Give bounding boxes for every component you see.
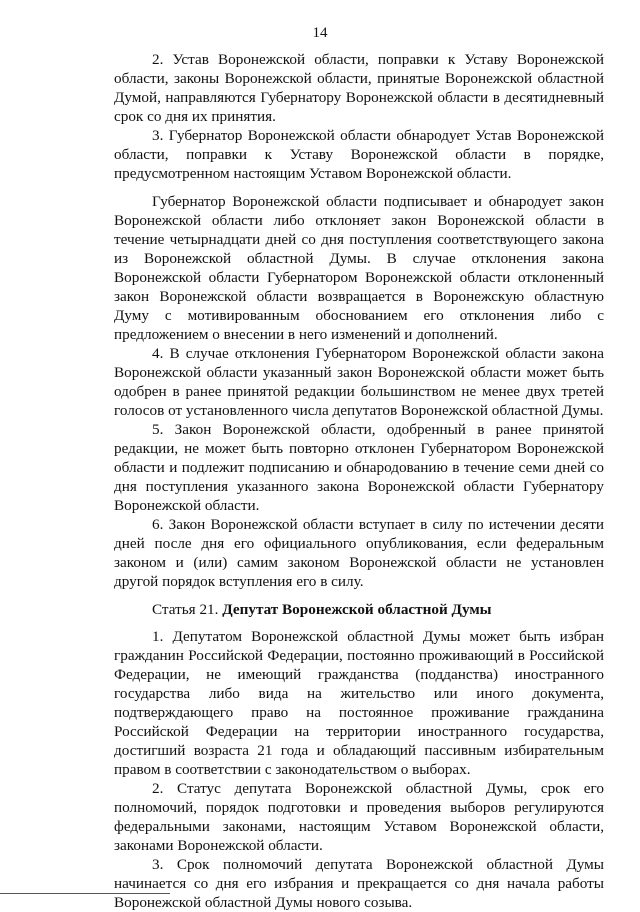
article-paragraph-3: 3. Срок полномочий депутата Воронежской областной Думы начинается со дня его избрания и прекращается со дня начала работы Воронежской областной Думы нового созыва. xyxy=(114,856,604,911)
footnote-divider xyxy=(0,893,170,894)
paragraph-4: 4. В случае отклонения Губернатором Воронежской области закона Воронежской области указанный закон Воронежской области может быть одобрен в ранее принятой редакции большинством не менее двух третей голосов от установленного числа депутатов Воронежской областной Думы. xyxy=(114,345,604,419)
article-paragraph-1: 1. Депутатом Воронежской областной Думы может быть избран гражданин Российской Федерации, постоянно проживающий в Российской Федерации, не имеющий гражданства (подданства) иностранного государства либо вида на жительство или иного документа, подтверждающего право на постоянное проживание гражданина Российской Федерации на территории иностранного государства, достигший возраста 21 года и обладающий пассивным избирательным правом в соответствии с законодательством о выборах. xyxy=(114,628,604,778)
article-title: Депутат Воронежской областной Думы xyxy=(222,601,492,618)
page-number: 14 xyxy=(312,25,328,41)
paragraph-5: 5. Закон Воронежской области, одобренный в ранее принятой редакции, не может быть повторно отклонен Губернатором Воронежской области и подлежит подписанию и обнародованию в течение семи дней со дня поступления указанного закона Воронежской области Губернатору Воронежской области. xyxy=(114,421,604,514)
article-paragraph-2: 2. Статус депутата Воронежской областной Думы, срок его полномочий, порядок подготовки и проведения выборов регулируются федеральными законами, настоящим Уставом Воронежской области, законами Воронежской области. xyxy=(114,780,604,854)
paragraph-6: 6. Закон Воронежской области вступает в силу по истечении десяти дней после дня его официального опубликования, если федеральным законом и (или) самим законом Воронежской области не установлен другой порядок вступления его в силу. xyxy=(114,516,604,590)
paragraph-3: 3. Губернатор Воронежской области обнародует Устав Воронежской области, поправки к Уставу Воронежской области в порядке, предусмотренном настоящим Уставом Воронежской области. xyxy=(114,127,604,182)
article-heading xyxy=(114,600,604,619)
article-label: Статья 21. xyxy=(152,601,219,618)
body-text xyxy=(114,50,604,912)
paragraph-governor-signs: Губернатор Воронежской области подписывает и обнародует закон Воронежской области либо отклоняет закон Воронежской области в течение четырнадцати дней со дня поступления соответствующего закона из Воронежской областной Думы. В случае отклонения закона Воронежской области Губернатором Воронежской области отклоненный закон Воронежской области возвращается в Воронежскую областную Думу с мотивированным обоснованием его отклонения либо с предложением о внесении в него изменений и дополнений. xyxy=(114,193,604,343)
paragraph-2: 2. Устав Воронежской области, поправки к Уставу Воронежской области, законы Воронежской области, принятые Воронежской областной Думой, направляются Губернатору Воронежской области в десятидневный срок со дня их принятия. xyxy=(114,51,604,125)
